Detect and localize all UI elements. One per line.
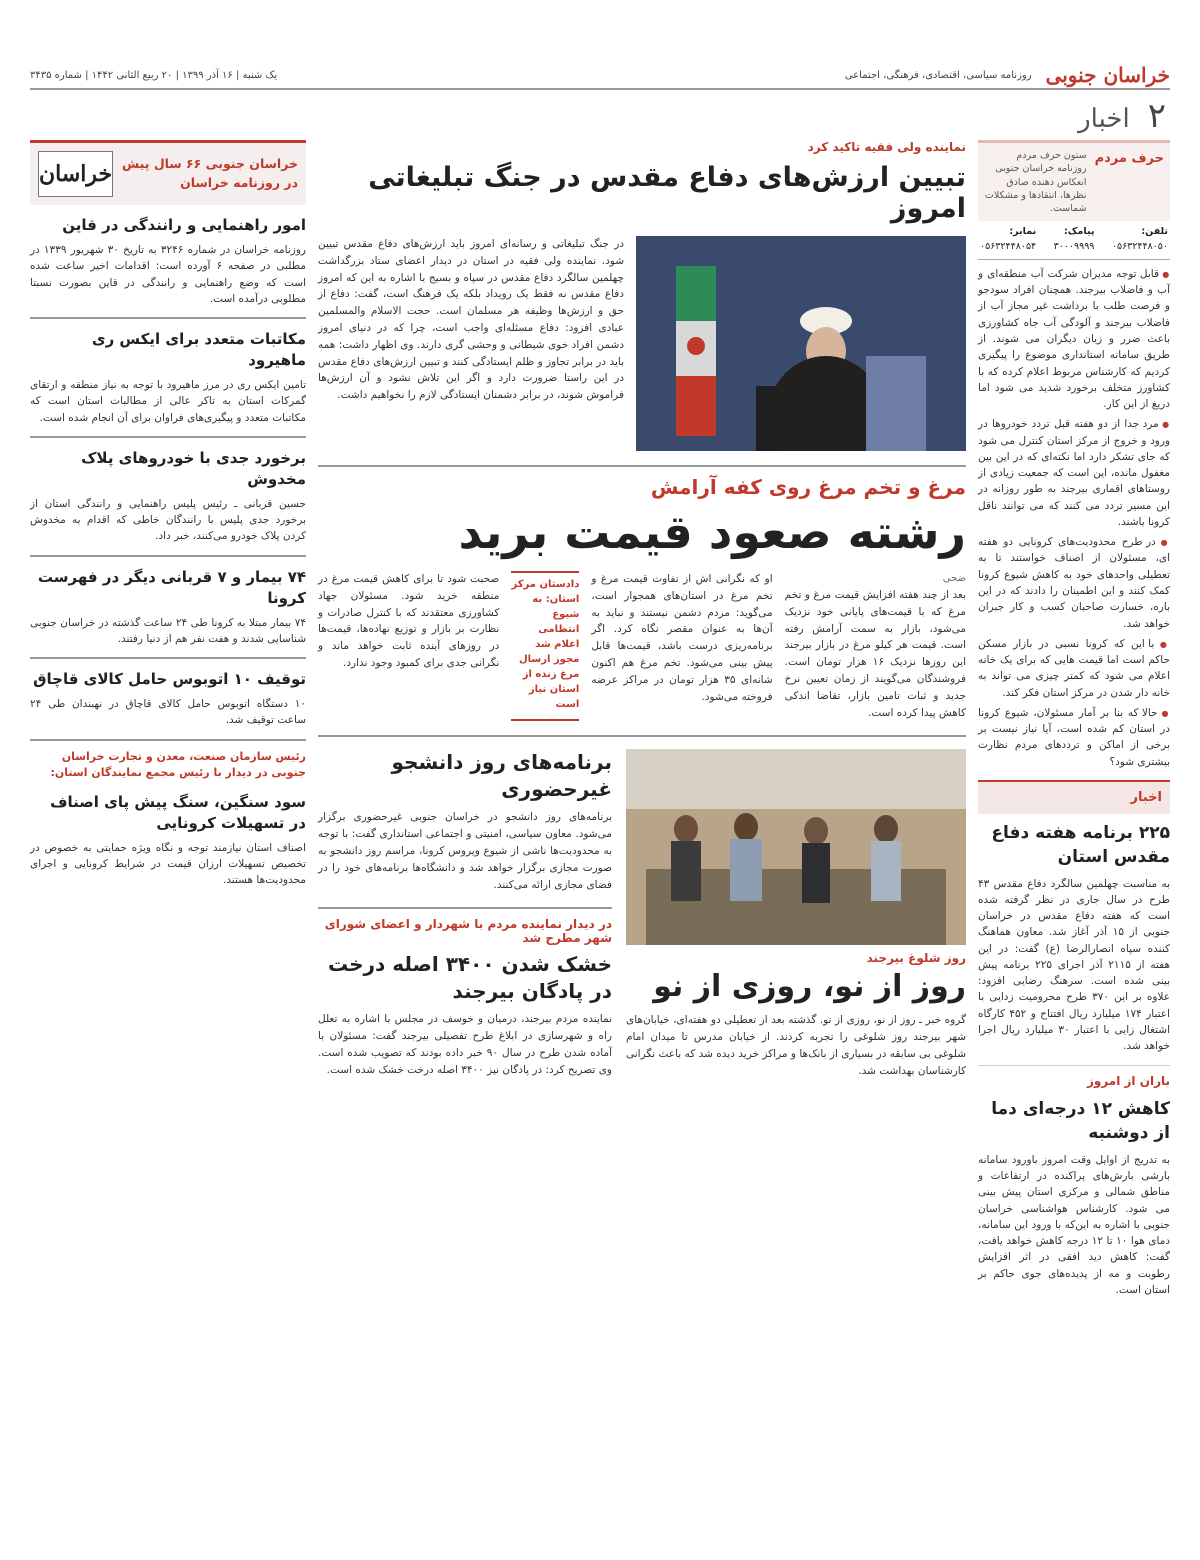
- page-number: ۲: [1147, 96, 1166, 136]
- reader-item: ● قابل توجه مدیران شرکت آب منطقه‌ای و آب و فاضلاب بیرجند. همچنان افراد سودجو و فرصت طلب با برداشت غیر مجاز آب از فاضلاب بیرجند و آلودگی آب جاه کشاورزی باعث ضرر و زیان دیگران می شوند. از طریق سامانه استانداری موضوع را پیگیری کردیم که کارشناس مربوط اعلام کرده که با کشاورز متخلف برخورد شدید می شود اما دریغ از این کار.: [978, 266, 1170, 412]
- cleric-photo-illustration: [636, 236, 966, 451]
- story-b: [318, 749, 612, 1079]
- page-header: [1078, 96, 1166, 136]
- left-headline-6[interactable]: سود سنگین، سنگ پیش پای اصناف در تسهیلات کرونایی: [50, 792, 306, 832]
- news2-kicker: باران از امروز: [978, 1065, 1170, 1091]
- phone-block: تلفن: ۰۵۶۳۲۴۴۸۰۵۰: [1111, 226, 1168, 253]
- story-c-headline[interactable]: خشک شدن ۳۴۰۰ اصله درخت در پادگان بیرجند: [327, 952, 612, 1004]
- right-column: [978, 140, 1170, 1520]
- contact-row: [978, 221, 1170, 259]
- news1-body: به مناسبت چهلمین سالگرد دفاع مقدس ۴۳ طرح در سال جاری در نظر گرفته شده است که هفته دفاع مقدس در خراسان جنوبی از ۱۵ آذر آغاز شد. معاون هماهنگ کننده سپاه انصارالرضا (ع) گفت: در این هفته از ۲۱۱۵ آذر اجرای ۲۲۵ برنامه پیش بینی شده است. سرهنگ رضایی افزود: علاوه بر این ۳۷۰ طرح محرومیت زدایی با اعتبار ۱۷۴ میلیارد ریال افتتاح و ۴۵۲ کارگاه اشتغال زایی با اعتبار ۳۰ میلیارد ریال اجرا خواهد شد.: [978, 877, 1171, 1053]
- news1-title[interactable]: ۲۲۵ برنامه هفته دفاع مقدس استان: [991, 823, 1170, 867]
- story-c-body: نماینده مردم بیرجند، درمیان و خوسف در مجلس با اشاره به تعلل راه و شهرسازی در ابلاغ طرح تفصیلی بیرجند گفت: مسئولان با آماده شدن طرح در سال ۹۰ خبر داده بودند که تصویب شده است. وی تصریح کرد: در پادگان نیز ۳۴۰۰ اصله درخت خشک شده است.: [318, 1013, 612, 1076]
- left-column: [30, 140, 306, 889]
- readers-box: [978, 140, 1170, 221]
- story-a-headline[interactable]: روز از نو، روزی از نو: [653, 969, 966, 1005]
- divider: [30, 555, 306, 557]
- divider: [30, 739, 306, 741]
- story-a: [626, 749, 966, 1079]
- left-headline-3[interactable]: برخورد جدی با خودروهای پلاک مخدوش: [81, 448, 306, 488]
- story-a-kicker: روز شلوغ بیرجند: [866, 951, 966, 966]
- left-headline-1[interactable]: امور راهنمایی و رانندگی در قاین: [62, 216, 306, 234]
- newspaper-brand: خراسان جنوبی: [1045, 63, 1170, 87]
- divider: [30, 317, 306, 319]
- lead-body: در جنگ تبلیغاتی و رسانه‌ای امروز باید ارزش‌های دفاع مقدس تبیین شود. نماینده ولی فقیه در استان در دیدار اعضای ستاد بزرگداشت چهلمین سالگرد دفاع مقدس در سپاه و بسیج با اشاره به این که امروز دفاع مقدس نه فقط یک رویداد بلکه یک فرهنگ است، گفت: دفاع از حق و ارزش‌ها وظیفه هر مسلمان است. حجت الاسلام والمسلمین عبادی افزود: دفاع مسئله‌ای واجب است، چرا که در دنیای امروز دشمن افراد خوی شیطانی و وحشی گری دارند. وی اظهار داشت: همه باید در برابر تجاوز و ظلم ایستادگی کنند و تبیین ارزش‌های دفاع مقدس در این راستا ضرورت دارد و اگر این تلاش نشود و آن ارزش‌ها فراموش شوند، در برابر دشمنان ایستادگی لازم را نخواهیم داشت.: [318, 238, 624, 402]
- fax-block: نمابر: ۰۵۶۳۲۴۴۸۰۵۴: [980, 226, 1037, 253]
- crowd-photo-illustration: [626, 749, 966, 945]
- divider: [30, 436, 306, 438]
- news2-title[interactable]: کاهش ۱۲ درجه‌ای دما از دوشنبه: [991, 1099, 1170, 1143]
- left-headline-4[interactable]: ۷۴ بیمار و ۷ قربانی دیگر در فهرست کرونا: [37, 567, 306, 607]
- left-body-4: ۷۴ بیمار مبتلا به کرونا طی ۲۴ ساعت گذشته در خراسان جنوبی شناسایی شدند و هفت نفر هم از دنیا رفتند.: [30, 616, 307, 645]
- archive-box: [30, 140, 306, 205]
- main-col-1-text: بعد از چند هفته افزایش قیمت مرغ و تخم مرغ که با قیمت‌های پایانی خود نزدیک می‌شود، بازار به سمت آرامش رفته است. قیمت هر کیلو مرغ در بازار بیرجند این روزها نزدیک ۱۶ هزار تومان است. فروشندگان می‌گویند از زمان تعیین نرخ جدید و ثبات تامین بازار، تقاضا اندکی کاهش پیدا کرده است.: [784, 589, 966, 719]
- left-body-1: روزنامه خراسان در شماره ۳۲۴۶ به تاریخ ۳۰ شهریور ۱۳۳۹ در مطلبی در صفحه ۶ آورده است: اقدامات اخیر ساعت شده است که وضع راهنمایی و رانندگی در قاین بصورت نسبتا مطلوبی درآمده است.: [30, 244, 306, 305]
- archive-title: خراسان جنوبی ۶۶ سال پیش در روزنامه خراسان: [122, 156, 298, 190]
- left-body-2: تامین ایکس ری در مرز ماهیرود با توجه به نیاز منطقه و ارتقای گمرکات استان به تاکر عالی از مطالبات استان است که مکاتبات متعدد و پیگیری‌های فراوان برای آن انجام شده است.: [30, 379, 306, 424]
- newspaper-subtitle: روزنامه سیاسی، اقتصادی، فرهنگی، اجتماعی: [844, 69, 1032, 81]
- byline: ضحی: [942, 573, 966, 584]
- story-a-body: گروه خبر ـ روز از نو، روزی از نو. گذشته بعد از تعطیلی دو هفته‌ای، خیابان‌های شهر بیرجند روز شلوغی را تجربه کردند. از خیابان مدرس تا میدان امام شلوغی بی سابقه در بسیاری از بانک‌ها و مراکز خرید دیده شد که باعث نگرانی کارشناسان بهداشت شد.: [626, 1014, 966, 1077]
- masthead: [30, 64, 1170, 86]
- second-block: [318, 749, 966, 1079]
- main-kicker: مرغ و تخم مرغ روی کفه آرامش: [650, 475, 966, 499]
- readers-items: [978, 266, 1170, 770]
- story-b-headline[interactable]: برنامه‌های روز دانشجو غیرحضوری: [391, 750, 612, 802]
- lead-headline[interactable]: تبیین ارزش‌های دفاع مقدس در جنگ تبلیغاتی امروز: [368, 162, 966, 224]
- lead-kicker: نماینده ولی فقیه تاکید کرد: [807, 140, 966, 154]
- main-col-3: صحبت شود تا برای کاهش قیمت مرغ در منطقه خرید شود. مسئولان جهاد کشاورزی معتقدند که با کنترل صادرات و نظارت بر بازار و توزیع نهاده‌ها، قیمت‌ها در روزهای آینده ثابت خواهد ماند و نگرانی جدی برای کمبود وجود ندارد.: [318, 573, 500, 669]
- crowd-photo: [626, 749, 966, 945]
- left-kicker-6: رئیس سازمان صنعت، معدن و تجارت خراسان جنوبی در دیدار با رئیس مجمع نمایندگان استان:: [50, 749, 306, 780]
- lead-story: [318, 236, 966, 451]
- reader-item: ● با این که کرونا نسبی در بازار مسکن حاکم است اما قیمت هایی که برای یک خانه اعلام می شود که کمتر چیزی می تواند به خانه دار شدن در مرکز استان فکر کند.: [978, 636, 1170, 701]
- story-c-kicker: در دیدار نماینده مردم با شهردار و اعضای شورای شهر مطرح شد: [324, 917, 612, 946]
- divider: [30, 657, 306, 659]
- left-body-3: حسین قربانی ـ رئیس پلیس راهنمایی و رانندگی استان از برخورد جدی پلیس با رانندگان خاطی که اقدام به مخدوش کردن پلاک خودرو می‌کنند، خبر داد.: [30, 497, 306, 543]
- divider: [318, 907, 612, 909]
- top-rule: [30, 88, 1170, 90]
- left-headline-5[interactable]: توقیف ۱۰ اتوبوس حامل کالای قاچاق: [33, 670, 306, 689]
- left-body-6: اصناف استان نیازمند توجه و نگاه ویژه حمایتی به خصوص در تخصیص تسهیلات ارزان قیمت در شرایط کرونایی و اجرای محدودیت‌ها هستند.: [30, 841, 306, 887]
- divider: [318, 735, 966, 737]
- main-col-1: [785, 571, 966, 721]
- dateline: یک شنبه | ۱۶ آذر ۱۳۹۹ | ۲۰ ربیع الثانی ۱۴۴۲ | شماره ۳۴۳۵: [30, 69, 278, 81]
- left-body-5: ۱۰ دستگاه اتوبوس حامل کالای قاچاق در نهبندان طی ۲۴ ساعت توقیف شد.: [30, 698, 306, 727]
- main-headline[interactable]: رشته صعود قیمت برید: [458, 505, 966, 559]
- main-col-2: او که نگرانی اش از تفاوت قیمت مرغ و تخم مرغ در استان‌های همجوار است، می‌گوید: مردم دشمن نیستند و نباید به آن‌ها به عنوان مقصر نگاه کرد. اگر برنامه‌ریزی درست باشد، قیمت‌ها قابل پیش بینی می‌شود. تخم مرغ هم اکنون شانه‌ای ۳۵ هزار تومان در مراکز عرضه فروخته می‌شود.: [591, 573, 773, 703]
- pull-quote: دادستان مرکز استان: به شیوع انتظامی اعلام شد مجوز ارسال مرغ زنده از استان نیاز است: [511, 571, 579, 721]
- reader-item: ● مرد جدا از دو هفته قبل تردد خودروها در ورود و خروج از مرکز استان کنترل می شود که جای تشکر دارد اما نکته‌ای که در این بین مغفول مانده، این است که جمعیت زیادی از روستاهای اقماری بیرجند به طور روزانه در این مسیر تردد می کنند که می توانند ناقل کرونا باشند.: [978, 416, 1170, 530]
- readers-tag: حرف مردم: [1094, 151, 1164, 166]
- news-label: اخبار: [978, 780, 1170, 814]
- lead-photo: [636, 236, 966, 451]
- archive-logo: خراسان: [38, 151, 113, 197]
- center-column: [318, 140, 966, 1080]
- news2-body: به تدریج از اوایل وقت امروز باورود سامانه بارشی بارش‌های پراکنده در ارتفاعات و مناطق شمالی و مرکزی استان پیش بینی می شود. کارشناس هواشناسی خراسان جنوبی با اشاره به این‌که با ورود این سامانه، دمای هوا ۱۰ تا ۱۲ درجه کاهش خواهد یافت، گفت: کاهش دید افقی در اثر افزایش رطوبت و مه از پدیده‌های جوی حاکم بر استان است.: [978, 1153, 1171, 1296]
- readers-desc: ستون حرف مردم روزنامه خراسان جنوبی انعکاس دهنده صادق نظرها، انتقادها و مشکلات شماست.: [984, 150, 1087, 215]
- section-title: اخبار: [1078, 104, 1130, 134]
- reader-item: ● در طرح محدودیت‌های کرونایی دو هفته ای، مسئولان از اصناف خواستند تا به تعطیلی واحدهای خود به کاهش شیوع کرونا کمک کنند و این اطمینان را دادند که در این باره، خسارت صاحبان کسب و کار جبران خواهد شد.: [978, 534, 1170, 632]
- sms-block: پیامک: ۳۰۰۰۹۹۹۹: [1053, 226, 1095, 253]
- left-headline-2[interactable]: مکاتبات متعدد برای ایکس ری ماهیرود: [91, 330, 306, 370]
- reader-item: ● حالا که بنا بر آمار مسئولان، شیوع کرونا در استان کم شده است، آیا نیاز نیست بر برخی از اماکن و ترددهای مردم نظارت بیشتری شود؟: [978, 705, 1170, 770]
- story-b-body: برنامه‌های روز دانشجو در خراسان جنوبی غیرحضوری برگزار می‌شود. معاون سیاسی، امنیتی و اجتماعی استانداری گفت: با توجه به محدودیت‌ها ناشی از شیوع ویروس کرونا، مراسم روز دانشجو به صورت مجازی برگزار خواهد شد و دانشگاه‌ها برنامه‌های خود را در فضای مجازی ارائه می‌کنند.: [318, 811, 612, 891]
- divider: [318, 465, 966, 467]
- main-story: [318, 571, 966, 721]
